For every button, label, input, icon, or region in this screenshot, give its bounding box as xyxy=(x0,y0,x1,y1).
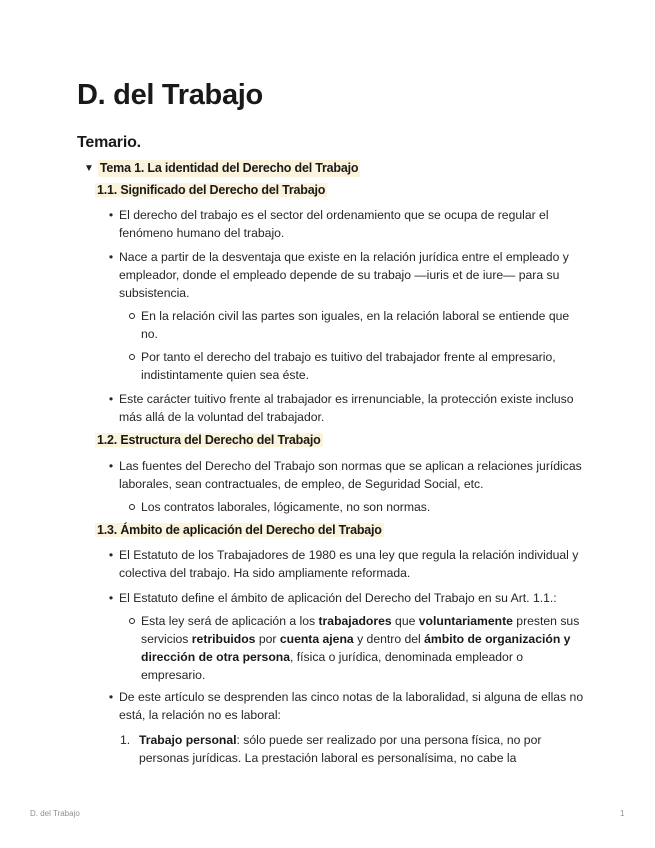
bullet-icon: • xyxy=(108,392,114,406)
circle-bullet-icon xyxy=(129,504,135,510)
list-item-text: El Estatuto de los Trabajadores de 1980 es una ley que regula la relación individual y colectiva del trabajo. Ha sido ampliamente reformada. xyxy=(119,548,579,580)
bullet-icon: • xyxy=(108,690,114,704)
heading-1-1-text: 1.1. Significado del Derecho del Trabajo xyxy=(97,183,326,197)
list-item xyxy=(104,206,584,242)
numbered-list-item xyxy=(120,731,584,767)
heading-1-3-text: 1.3. Ámbito de aplicación del Derecho del Trabajo xyxy=(97,523,382,537)
list-item xyxy=(104,589,584,607)
list-item xyxy=(104,390,584,426)
list-number: 1. xyxy=(120,733,131,747)
sub-list-item xyxy=(126,307,584,343)
bullet-icon: • xyxy=(108,208,114,222)
toggle-tema-1[interactable] xyxy=(84,160,360,177)
heading-1-3 xyxy=(95,522,384,539)
circle-bullet-icon xyxy=(129,313,135,319)
list-item-text: El derecho del trabajo es el sector del ordenamiento que se ocupa de regular el fenómeno humano del trabajo. xyxy=(119,208,549,240)
list-item-text: Por tanto el derecho del trabajo es tuitivo del trabajador frente al empresario, indistintamente quien sea éste. xyxy=(141,350,556,382)
list-item-text: De este artículo se desprenden las cinco notas de la laboralidad, si alguna de ellas no está, la relación no es laboral: xyxy=(119,690,584,722)
footer-title: D. del Trabajo xyxy=(30,809,80,818)
list-item-text: Este carácter tuitivo frente al trabajador es irrenunciable, la protección existe incluso más allá de la voluntad del trabajador. xyxy=(119,392,574,424)
list-item xyxy=(104,546,584,582)
list-item-text: Los contratos laborales, lógicamente, no son normas. xyxy=(141,500,431,514)
list-item xyxy=(104,457,584,493)
list-item-text: Esta ley será de aplicación a los trabajadores que voluntariamente presten sus servicios retribuidos por cuenta ajena y dentro del ámbito de organización y dirección de otra persona, física o jurídica, denominada empleador o empresario. xyxy=(141,614,580,682)
toggle-label: Tema 1. La identidad del Derecho del Trabajo xyxy=(99,161,359,175)
bullet-icon: • xyxy=(108,250,114,264)
circle-bullet-icon xyxy=(129,618,135,624)
sub-list-item xyxy=(126,498,584,516)
list-item-text: Trabajo personal: sólo puede ser realizado por una persona física, no por personas jurídicas. La prestación laboral es personalísima, no cabe la xyxy=(139,733,542,765)
heading-1-1 xyxy=(95,182,327,199)
page-title: D. del Trabajo xyxy=(77,79,263,111)
sub-list-item xyxy=(126,612,584,684)
bullet-icon: • xyxy=(108,591,114,605)
heading-1-2 xyxy=(95,432,323,449)
bullet-icon: • xyxy=(108,548,114,562)
bullet-icon: • xyxy=(108,459,114,473)
page-number: 1 xyxy=(620,809,625,818)
circle-bullet-icon xyxy=(129,354,135,360)
list-item xyxy=(104,688,584,724)
section-heading-temario: Temario. xyxy=(77,134,141,151)
list-item-text: El Estatuto define el ámbito de aplicación del Derecho del Trabajo en su Art. 1.1.: xyxy=(119,591,557,605)
list-item-text: Nace a partir de la desventaja que existe en la relación jurídica entre el empleado y empleador, donde el empleado depende de su trabajo —iuris et de iure— para su subsistencia. xyxy=(119,250,569,300)
list-item-text: En la relación civil las partes son iguales, en la relación laboral se entiende que no. xyxy=(141,309,570,341)
list-item xyxy=(104,248,584,302)
triangle-down-icon[interactable]: ▼ xyxy=(84,163,94,174)
heading-1-2-text: 1.2. Estructura del Derecho del Trabajo xyxy=(97,433,321,447)
sub-list-item xyxy=(126,348,584,384)
list-item-text: Las fuentes del Derecho del Trabajo son normas que se aplican a relaciones jurídicas laborales, sean contractuales, de empleo, de Seguridad Social, etc. xyxy=(119,459,582,491)
